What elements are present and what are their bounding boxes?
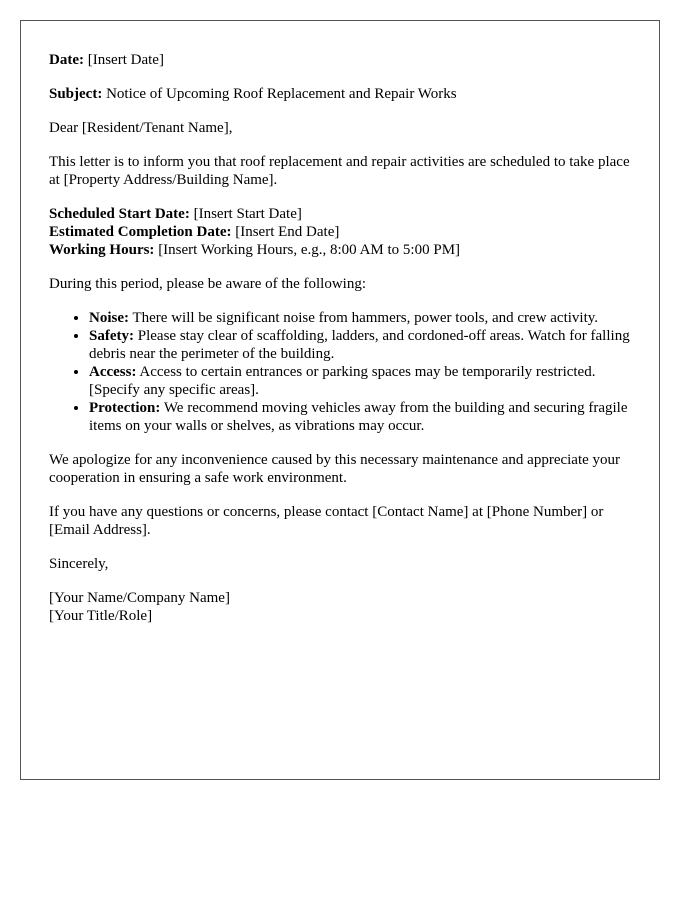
end-date-label: Estimated Completion Date:: [49, 224, 232, 240]
access-text: Access to certain entrances or parking spaces may be temporarily restricted. [Specify any specific areas].: [89, 364, 596, 398]
subject-value: Notice of Upcoming Roof Replacement and Repair Works: [102, 86, 457, 102]
letter-page: [20, 20, 660, 780]
start-date-label: Scheduled Start Date:: [49, 206, 190, 222]
protection-label: Protection:: [89, 400, 161, 416]
list-item-safety: [89, 327, 631, 363]
subject-label: Subject:: [49, 86, 103, 102]
schedule-block: [49, 205, 631, 259]
signature-title: [Your Title/Role]: [49, 608, 153, 624]
start-date-line: [49, 205, 631, 223]
hours-label: Working Hours:: [49, 242, 155, 258]
date-value: [Insert Date]: [83, 52, 164, 68]
safety-label: Safety:: [89, 328, 134, 344]
start-date-value: [Insert Start Date]: [189, 206, 302, 222]
hours-line: [49, 241, 631, 259]
list-item-protection: [89, 399, 631, 435]
closing: Sincerely,: [49, 556, 109, 572]
subject-line: [49, 85, 631, 103]
contact-paragraph: If you have any questions or concerns, please contact [Contact Name] at [Phone Number] or [Email Address].: [49, 504, 604, 538]
aware-intro: During this period, please be aware of the following:: [49, 276, 366, 292]
end-date-line: [49, 223, 631, 241]
list-item-access: [89, 363, 631, 399]
signature-name: [Your Name/Company Name]: [49, 590, 230, 606]
access-label: Access:: [89, 364, 137, 380]
noise-text: There will be significant noise from hammers, power tools, and crew activity.: [129, 310, 599, 326]
date-label: Date:: [49, 52, 84, 68]
safety-text: Please stay clear of scaffolding, ladders, and cordoned-off areas. Watch for falling debris near the perimeter of the building.: [89, 328, 630, 362]
protection-text: We recommend moving vehicles away from the building and securing fragile items on your walls or shelves, as vibrations may occur.: [89, 400, 628, 434]
hours-value: [Insert Working Hours, e.g., 8:00 AM to 5:00 PM]: [154, 242, 461, 258]
intro-paragraph: This letter is to inform you that roof replacement and repair activities are scheduled to take place at [Property Address/Building Name].: [49, 154, 630, 188]
salutation: Dear [Resident/Tenant Name],: [49, 120, 233, 136]
list-item-noise: [89, 309, 631, 327]
end-date-value: [Insert End Date]: [231, 224, 340, 240]
signature-block: [49, 589, 631, 625]
notice-list: [49, 309, 631, 435]
noise-label: Noise:: [89, 310, 129, 326]
date-line: [49, 51, 631, 69]
apology-paragraph: We apologize for any inconvenience caused by this necessary maintenance and appreciate your cooperation in ensuring a safe work environment.: [49, 452, 621, 486]
